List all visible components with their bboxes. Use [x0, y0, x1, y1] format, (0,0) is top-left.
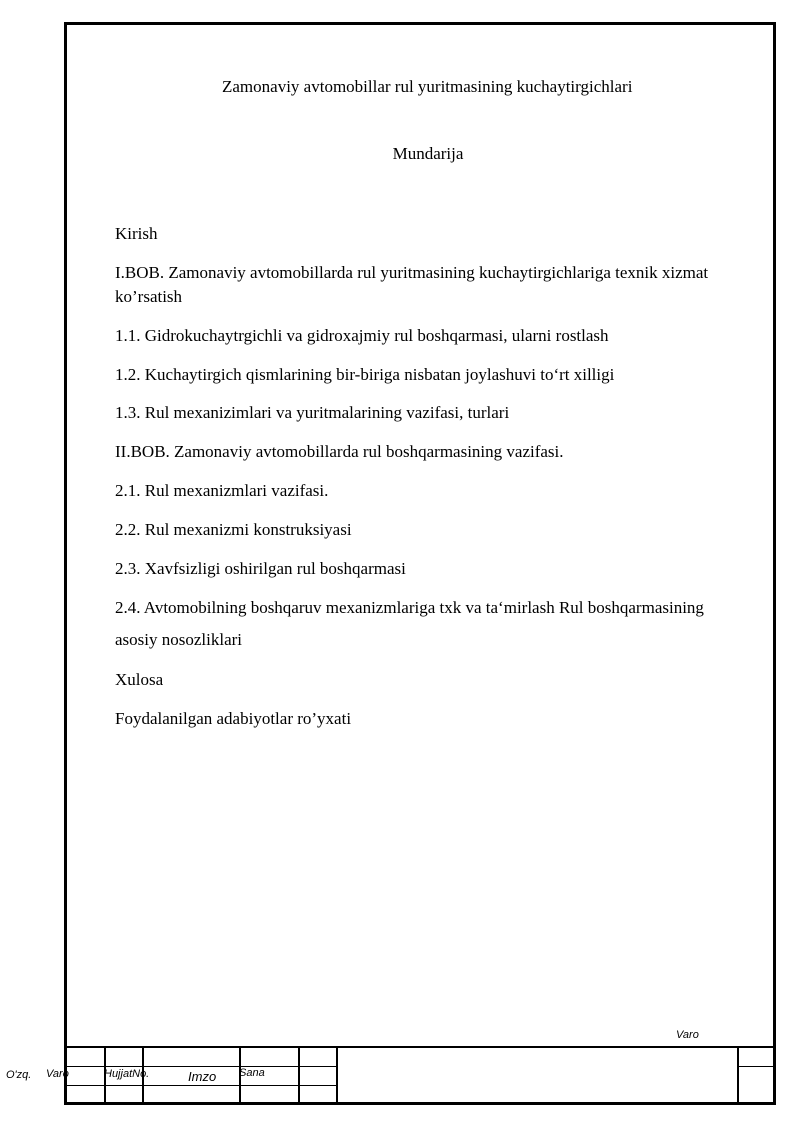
toc-item-chapter-1: I.BOB. Zamonaviy avtomobillarda rul yuritmasining kuchaytirgichlariga texnik xizmat ko’rsatish	[115, 263, 709, 306]
toc-item-chapter-2: II.BOB. Zamonaviy avtomobillarda rul boshqarmasining vazifasi.	[115, 442, 564, 461]
title-block-column-line	[336, 1046, 338, 1105]
toc-item-1-1: 1.1. Gidrokuchaytrgichli va gidroxajmiy rul boshqarmasi, ularni rostlash	[115, 326, 609, 345]
title-block-column-line	[737, 1046, 739, 1105]
sheet-label: Varo	[676, 1029, 699, 1041]
toc-heading: Mundarija	[392, 144, 464, 163]
label-sana: Sana	[239, 1067, 265, 1079]
label-varo: Varo	[46, 1068, 69, 1080]
title-block-top-line	[64, 1046, 776, 1048]
toc-item-1-3: 1.3. Rul mexanizimlari va yuritmalarining vazifasi, turlari	[115, 403, 510, 422]
toc-item-2-1: 2.1. Rul mexanizmlari vazifasi.	[115, 481, 329, 500]
toc-item-kirish: Kirish	[115, 224, 158, 243]
toc-item-2-4: 2.4. Avtomobilning boshqaruv mexanizmlariga txk va ta‘mirlash Rul boshqarmasining asosiy nosozliklari	[115, 598, 704, 649]
toc-item-references: Foydalanilgan adabiyotlar ro’yxati	[115, 709, 352, 728]
toc-item-1-2: 1.2. Kuchaytirgich qismlarining bir-biriga nisbatan joylashuvi to‘rt xilligi	[115, 365, 615, 384]
label-hujjat: HujjatNo.	[104, 1068, 150, 1080]
title-block-column-line	[298, 1046, 300, 1105]
document-title: Zamonaviy avtomobillar rul yuritmasining kuchaytirgichlari	[222, 77, 633, 96]
toc-item-2-3: 2.3. Xavfsizligi oshirilgan rul boshqarmasi	[115, 559, 406, 578]
label-imzo: Imzo	[188, 1069, 217, 1084]
toc-item-2-2: 2.2. Rul mexanizmi konstruksiyasi	[115, 520, 352, 539]
title-block-row-line	[737, 1066, 776, 1067]
label-ozq: O'zq.	[6, 1069, 32, 1081]
toc-item-xulosa: Xulosa	[115, 670, 164, 689]
